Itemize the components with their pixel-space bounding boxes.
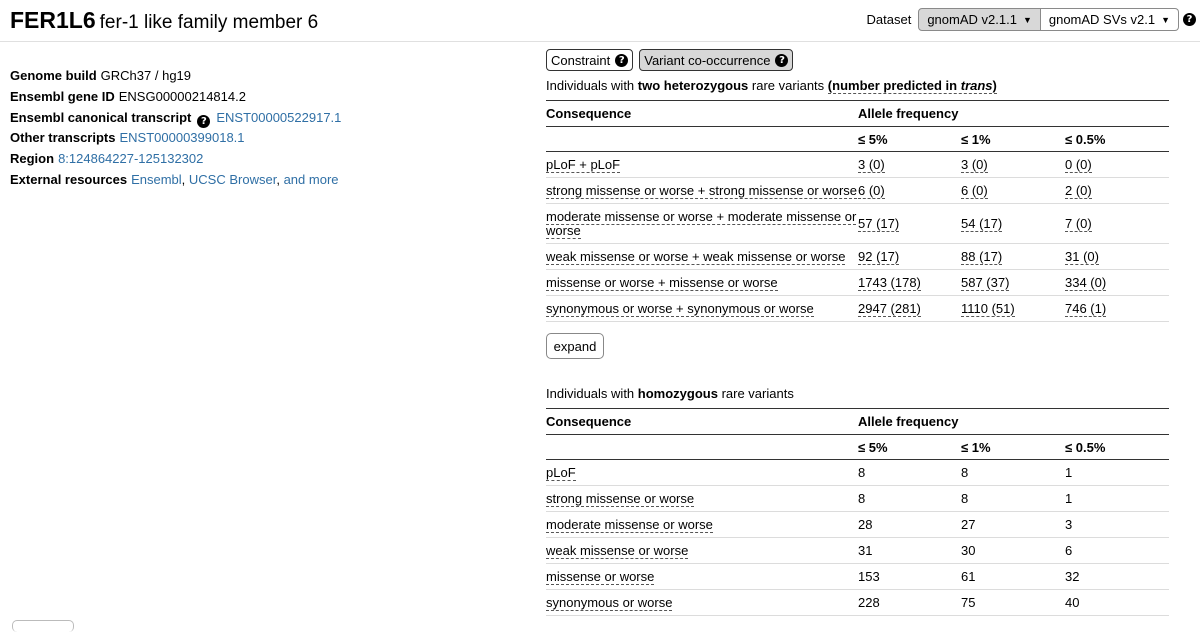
dataset-label: Dataset [866,12,912,27]
table-row [546,564,1169,590]
caret-down-icon: ▼ [1022,14,1032,25]
ucsc-browser-link[interactable]: UCSC Browser [188,171,277,187]
partial-button[interactable] [12,620,74,632]
dataset-selector [867,8,1196,31]
consequence-label[interactable]: moderate missense or worse [546,517,713,532]
external-resources-row [10,170,341,191]
count-cell: 153 [858,564,961,590]
caret-down-icon: ▼ [1161,14,1170,25]
separator: , [276,171,280,187]
table-row [546,204,1169,244]
count-cell[interactable]: 334 (0) [1065,275,1107,290]
question-circle-icon[interactable]: ? [775,54,788,67]
count-cell[interactable]: 587 (37) [961,275,1010,290]
count-cell: 28 [858,512,961,538]
count-cell[interactable]: 6 (0) [961,183,988,198]
question-circle-icon[interactable]: ? [615,54,628,67]
consequence-label[interactable]: pLoF + pLoF [546,157,621,172]
count-cell[interactable]: 92 (17) [858,249,900,264]
count-cell: 8 [858,460,961,486]
panel-tabs [546,49,1169,72]
other-transcript-link[interactable]: ENST00000399018.1 [119,130,245,146]
ensembl-link[interactable]: Ensembl [131,171,182,187]
genome-build-row [10,66,341,87]
table-row [546,152,1169,178]
meta-key: Ensembl canonical transcript [10,109,192,125]
meta-value: GRCh37 / hg19 [100,68,192,83]
consequence-header: Consequence [546,101,858,127]
count-cell[interactable]: 3 (0) [858,157,885,172]
consequence-label[interactable]: synonymous or worse + synonymous or worse [546,301,814,316]
count-cell: 8 [961,486,1065,512]
expand-button[interactable]: expand [546,333,604,359]
meta-key: External resources [10,171,128,187]
consequence-label[interactable]: pLoF [546,465,576,480]
threshold-header: ≤ 1% [961,435,1065,460]
meta-key: Genome build [10,68,97,83]
threshold-header: ≤ 1% [961,127,1065,152]
canonical-transcript-link[interactable]: ENST00000522917.1 [216,109,342,125]
count-cell[interactable]: 31 (0) [1065,249,1099,264]
gene-name: fer-1 like family member 6 [99,12,319,33]
count-cell: 31 [858,538,961,564]
count-cell: 8 [961,460,1065,486]
tab-variant-cooccurrence[interactable] [639,49,793,71]
count-cell: 30 [961,538,1065,564]
table-row [546,486,1169,512]
allele-frequency-header: Allele frequency [858,101,1169,127]
dataset-secondary-label: gnomAD SVs v2.1 [1048,12,1156,27]
count-cell[interactable]: 57 (17) [858,216,900,231]
consequence-label[interactable]: missense or worse [546,569,655,584]
meta-key: Region [10,151,55,167]
dataset-primary-label: gnomAD v2.1.1 [927,12,1017,27]
allele-frequency-header: Allele frequency [858,409,1169,435]
more-resources-link[interactable]: and more [283,171,339,187]
count-cell[interactable]: 1110 (51) [961,301,1015,316]
count-cell[interactable]: 2947 (281) [858,301,921,316]
consequence-label[interactable]: strong missense or worse + strong missense or worse [546,183,858,198]
hom-section-title: Individuals with homozygous rare variants [546,386,794,401]
count-cell: 1 [1065,460,1169,486]
het-section-title: Individuals with two heterozygous rare variants (number predicted in trans) [546,78,997,93]
count-cell[interactable]: 746 (1) [1065,301,1107,316]
separator: , [181,171,186,187]
count-cell[interactable]: 54 (17) [961,216,1003,231]
count-cell: 6 [1065,538,1169,564]
consequence-label[interactable]: strong missense or worse [546,491,695,506]
dataset-primary-select[interactable] [918,8,1041,31]
threshold-header: ≤ 5% [858,435,961,460]
consequence-label[interactable]: synonymous or worse [546,595,673,610]
consequence-label[interactable]: moderate missense or worse + moderate missense or worse [546,208,857,238]
threshold-header: ≤ 0.5% [1065,127,1169,152]
count-cell: 1 [1065,486,1169,512]
ensembl-gene-id-row [10,87,341,108]
table-row [546,244,1169,270]
count-cell: 228 [858,590,961,616]
page-header [0,0,1200,42]
hom-table [546,408,1169,616]
threshold-header: ≤ 0.5% [1065,435,1169,460]
question-circle-icon[interactable]: ? [1183,13,1196,26]
consequence-label[interactable]: missense or worse + missense or worse [546,275,778,290]
region-row [10,149,341,170]
dataset-secondary-select[interactable] [1041,8,1179,31]
region-link[interactable]: 8:124864227-125132302 [58,151,204,167]
gene-metadata [10,66,341,191]
consequence-label[interactable]: weak missense or worse + weak missense or worse [546,249,846,264]
table-row [546,460,1169,486]
tab-label: Constraint [551,52,611,68]
meta-key: Other transcripts [10,130,116,146]
consequence-header: Consequence [546,409,858,435]
count-cell: 27 [961,512,1065,538]
count-cell: 61 [961,564,1065,590]
table-row [546,590,1169,616]
het-table [546,100,1169,322]
count-cell: 32 [1065,564,1169,590]
question-circle-icon[interactable]: ? [197,115,210,128]
threshold-header: ≤ 5% [858,127,961,152]
count-cell[interactable]: 88 (17) [961,249,1003,264]
count-cell[interactable]: 3 (0) [961,157,988,172]
table-row [546,178,1169,204]
table-row [546,296,1169,322]
table-row [546,538,1169,564]
count-cell: 8 [858,486,961,512]
cooccurrence-panel [546,49,1169,616]
meta-value: ENSG00000214814.2 [118,88,246,104]
page-title [10,7,318,34]
tab-label: Variant co-occurrence [644,52,771,68]
count-cell[interactable]: 2 (0) [1065,183,1092,198]
count-cell: 3 [1065,512,1169,538]
count-cell[interactable]: 0 (0) [1065,157,1092,172]
count-cell[interactable]: 1743 (178) [858,275,921,290]
table-row [546,270,1169,296]
gene-symbol: FER1L6 [10,7,96,33]
count-cell: 75 [961,590,1065,616]
consequence-label[interactable]: weak missense or worse [546,543,689,558]
canonical-transcript-row [10,108,341,129]
count-cell[interactable]: 7 (0) [1065,216,1092,231]
count-cell: 40 [1065,590,1169,616]
table-row [546,512,1169,538]
tab-constraint[interactable] [546,49,633,71]
other-transcripts-row [10,128,341,149]
meta-key: Ensembl gene ID [10,88,115,104]
count-cell[interactable]: 6 (0) [858,183,885,198]
